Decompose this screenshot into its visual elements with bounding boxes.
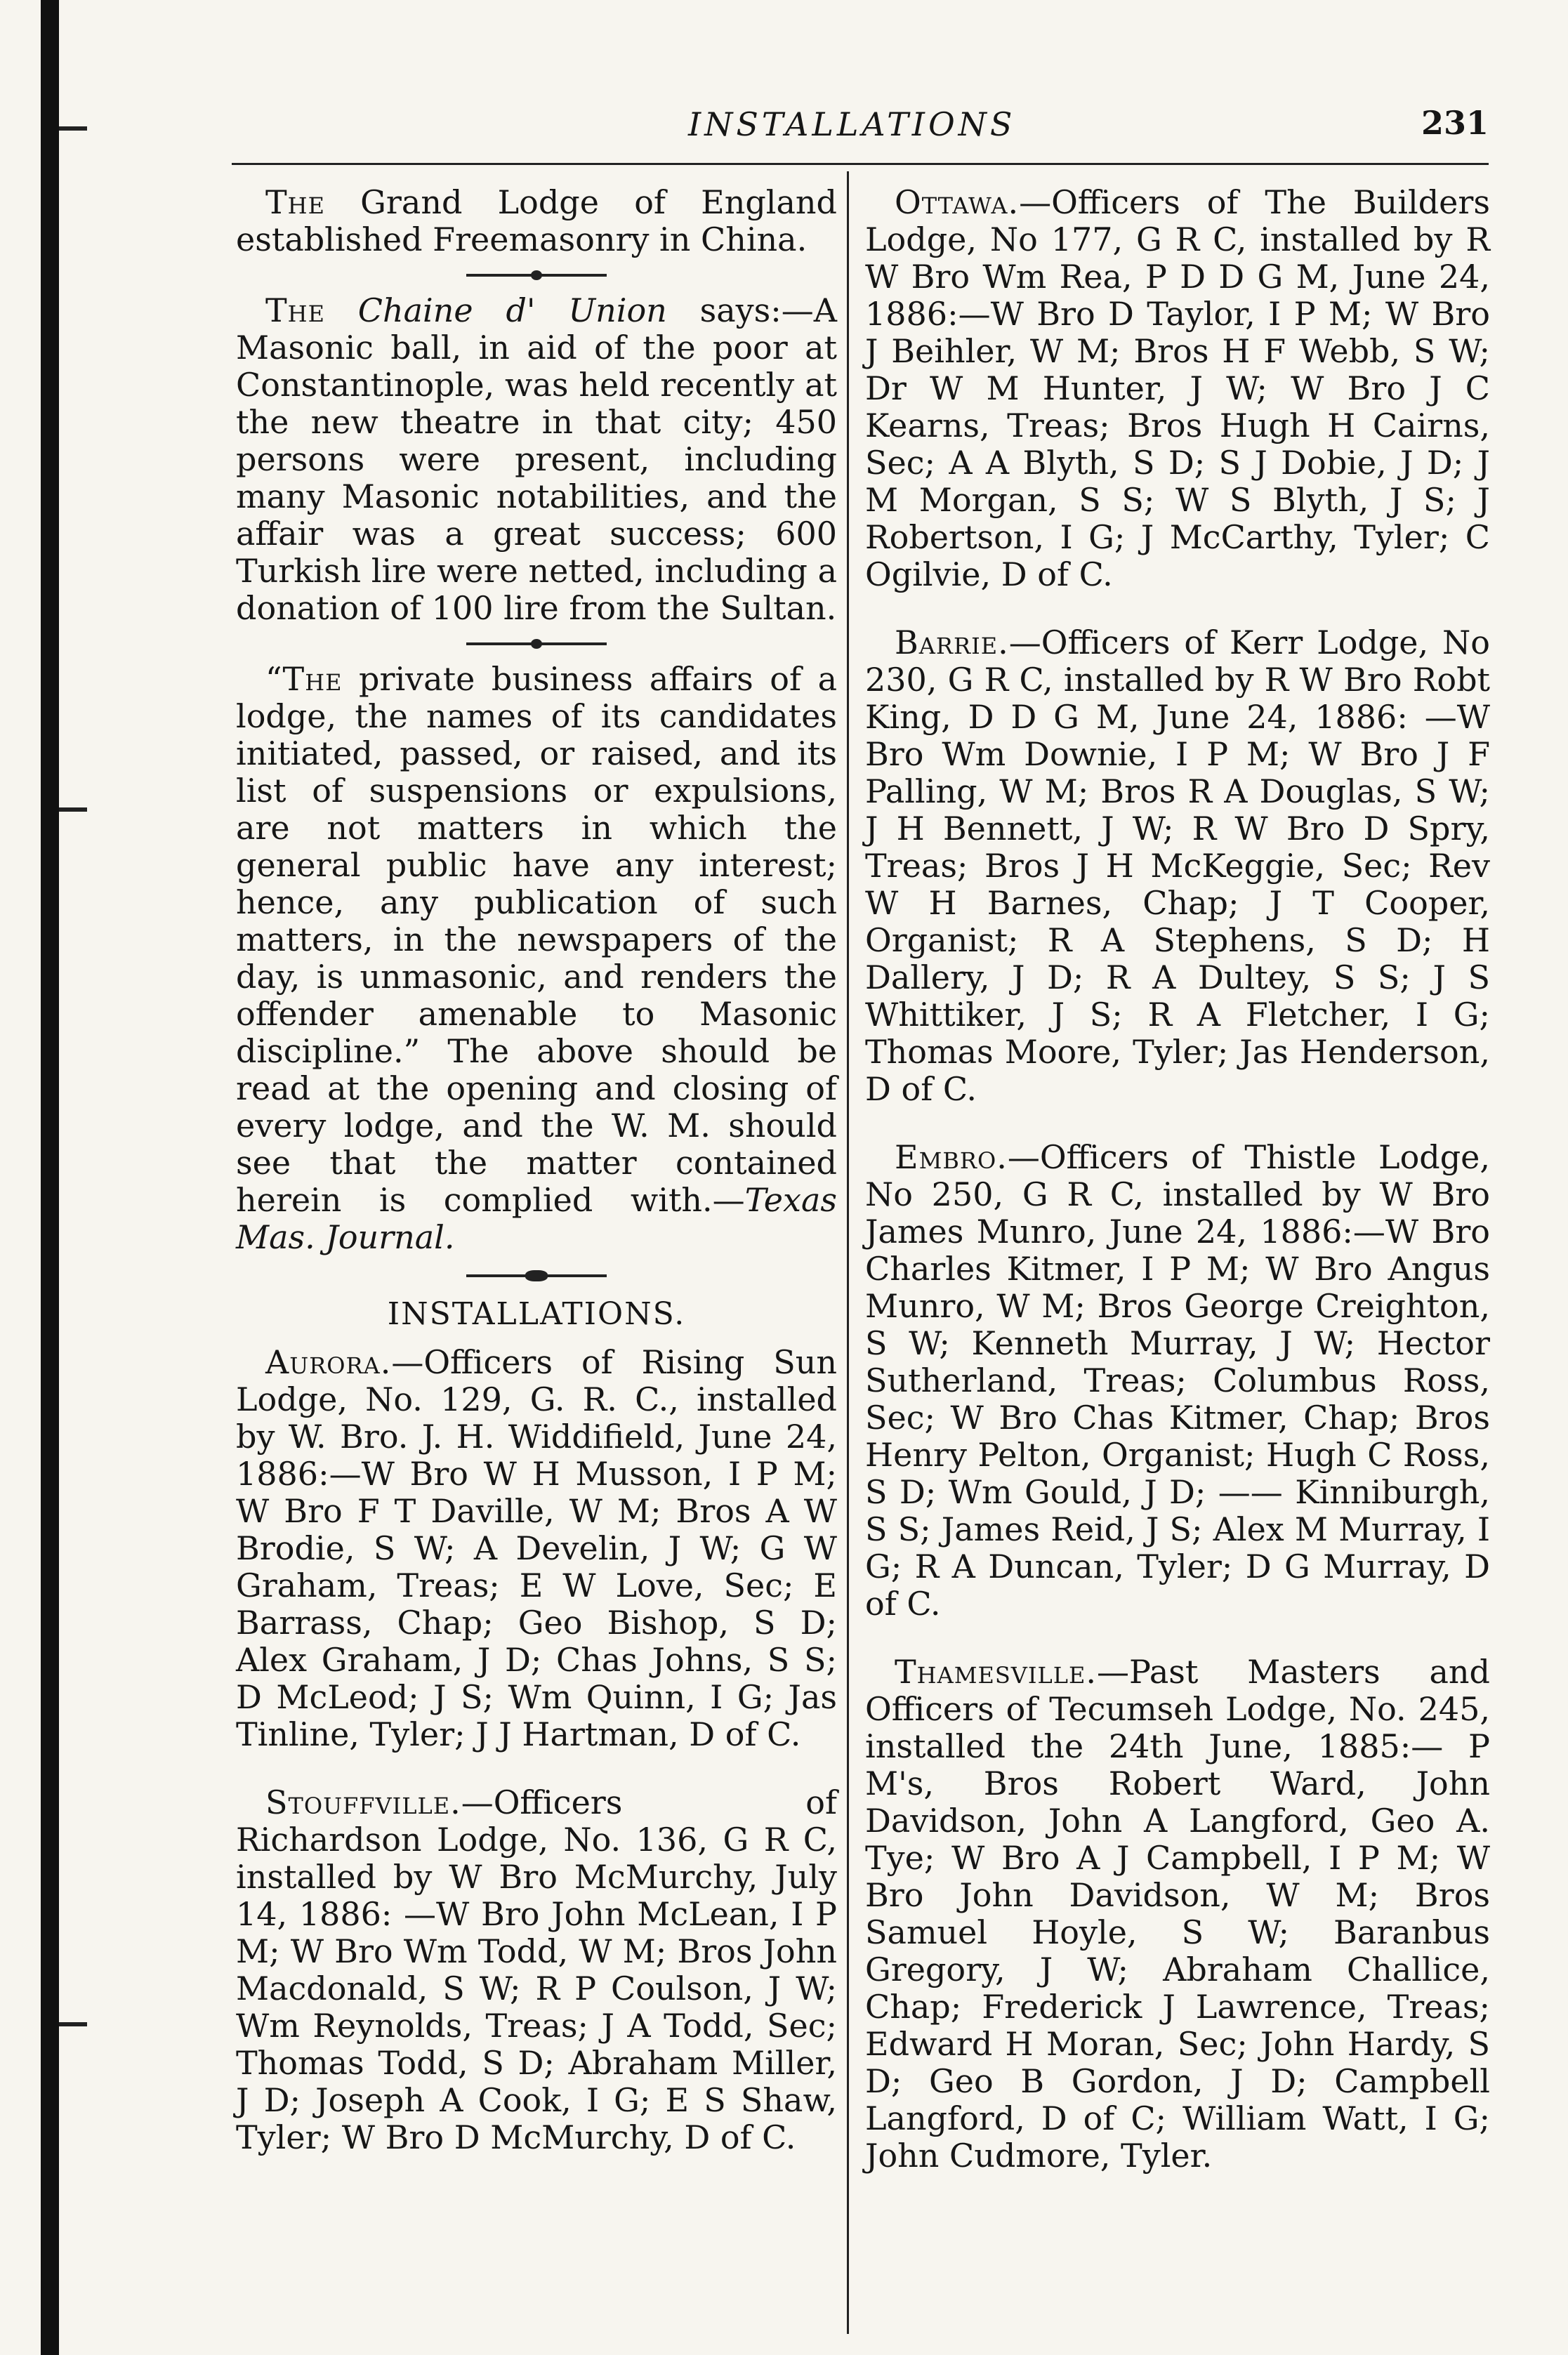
header-rule — [232, 163, 1489, 165]
spine-mark — [59, 2022, 87, 2026]
entry-barrie — [865, 624, 1490, 1108]
left-column — [236, 184, 837, 2156]
place-name: Barrie. — [895, 624, 1009, 661]
lead-word: “The — [265, 660, 343, 698]
place-name: Stouffville. — [265, 1783, 461, 1821]
entry-text: —Officers of Thistle Lodge, No 250, G R C, installed by W Bro James Munro, June 24, 1886:—W Bro Charles Kitmer, I P M; W Bro Angus Munro, W M; Bros George Creighton, S W; Kenneth Murray, J W; Hector Sutherland, Treas; Columbus Ross, Sec; W Bro Chas Kitmer, Chap; Bros Henry Pelton, Organist; Hugh C Ross, S D; Wm Gould, J D; —— Kinniburgh, S S; James Reid, J S; Alex M Murray, I G; R A Duncan, Tyler; D G Murray, D of C. — [865, 1138, 1490, 1623]
paragraph-text: private business affairs of a lodge, the names of its candidates initiated, passed, or raised, and its list of suspensions or expulsions, are not matters in which the general public have any interest; hence, any publication of such matters, in the newspapers of the day, is unmasonic, and renders the offender amenable to Masonic discipline.” The above should be read at the opening and closing of every lodge, and the W. M. should see that the matter contained herein is complied with.— — [236, 660, 837, 1219]
page-header — [232, 98, 1489, 154]
entry-text: —Officers of Kerr Lodge, No 230, G R C, installed by R W Bro Robt King, D D G M, June 24, 1886: —W Bro Wm Downie, I P M; W Bro J F Palling, W M; Bros R A Douglas, S W; J H Bennett, J W; R W Bro D Spry, Treas; Bros J H McKeggie, Sec; Rev W H Barnes, Chap; J T Cooper, Organist; R A Stephens, S D; H Dallery, J D; R A Dultey, S S; J S Whittiker, J S; R A Fletcher, I G; Thomas Moore, Tyler; Jas Henderson, D of C. — [865, 624, 1490, 1108]
place-name: Aurora. — [265, 1343, 392, 1381]
entry-stouffville — [236, 1784, 837, 2156]
place-name: Embro. — [895, 1138, 1008, 1176]
page-number: 231 — [1421, 104, 1489, 142]
paragraph-private-business — [236, 661, 837, 1256]
spine-mark — [59, 126, 87, 131]
column-divider — [847, 171, 849, 2334]
entry-text: —Past Masters and Officers of Tecumseh Lodge, No. 245, installed the 24th June, 1885:— P M's, Bros Robert Ward, John Davidson, John A Langford, Geo A. Tye; W Bro A J Campbell, I P M; W Bro John Davidson, W M; Bros Samuel Hoyle, S W; Baranbus Gregory, J W; Abraham Challice, Chap; Frederick J Lawrence, Treas; Edward H Moran, Sec; John Hardy, S D; Geo B Gordon, J D; Campbell Langford, D of C; William Watt, I G; John Cudmore, Tyler. — [865, 1653, 1490, 2175]
entry-text: —Officers of Richardson Lodge, No. 136, G R C, installed by W Bro McMurchy, July 14, 1886: —W Bro John McLean, I P M; W Bro Wm Todd, W M; Bros John Macdonald, S W; R P Coulson, J W; Wm Reynolds, Treas; J A Todd, Sec; Thomas Todd, S D; Abraham Miller, J D; Joseph A Cook, I G; E S Shaw, Tyler; W Bro D McMurchy, D of C. — [236, 1783, 837, 2156]
spine-mark — [59, 807, 87, 812]
paragraph-china — [236, 184, 837, 258]
paragraph-text: says:—A Masonic ball, in aid of the poor at Constantinople, was held recently at the new theatre in that city; 450 persons were present, including many Masonic notabilities, and the affair was a great success; 600 Turkish lire were netted, including a donation of 100 lire from the Sultan. — [236, 291, 837, 627]
entry-aurora — [236, 1344, 837, 1753]
section-heading: INSTALLATIONS. — [387, 1296, 686, 1332]
running-title: INSTALLATIONS — [688, 105, 1016, 143]
entry-embro — [865, 1139, 1490, 1623]
entry-thamesville — [865, 1654, 1490, 2175]
publication-name: Chaine d' Union — [324, 291, 667, 329]
entry-text: —Officers of The Builders Lodge, No 177, G R C, installed by R W Bro Wm Rea, P D D G M, June 24, 1886:—W Bro D Taylor, I P M; W Bro J Beihler, W M; Bros H F Webb, S W; Dr W M Hunter, J W; W Bro J C Kearns, Treas; Bros Hugh H Cairns, Sec; A A Blyth, S D; S J Dobie, J D; J M Morgan, S S; W S Blyth, J S; J Robertson, I G; J McCarthy, Tyler; C Ogilvie, D of C. — [865, 183, 1490, 593]
separator — [466, 274, 607, 277]
paragraph-masonic-ball — [236, 292, 837, 627]
lead-word: The — [265, 183, 325, 221]
place-name: Ottawa. — [895, 183, 1020, 221]
right-column — [865, 184, 1490, 2175]
entry-text: —Officers of Rising Sun Lodge, No. 129, G. R. C., installed by W. Bro. J. H. Widdifield, June 24, 1886:—W Bro W H Musson, I P M; W Bro F T Daville, W M; Bros A W Brodie, S W; A Develin, J W; G W Graham, Treas; E W Love, Sec; E Barrass, Chap; Geo Bishop, S D; Alex Graham, J D; Chas Johns, S S; D McLeod; J S; Wm Quinn, I G; Jas Tinline, Tyler; J J Hartman, D of C. — [236, 1343, 837, 1753]
place-name: Thamesville. — [895, 1653, 1097, 1691]
ornamental-separator — [466, 1274, 607, 1277]
source-citation: Texas Mas. Journal. — [236, 1181, 837, 1256]
lead-word: The — [265, 291, 325, 329]
paragraph-text: Grand Lodge of England established Freemasonry in China. — [236, 183, 837, 258]
separator — [466, 642, 607, 645]
binding-spine — [41, 0, 59, 2355]
entry-ottawa — [865, 184, 1490, 593]
